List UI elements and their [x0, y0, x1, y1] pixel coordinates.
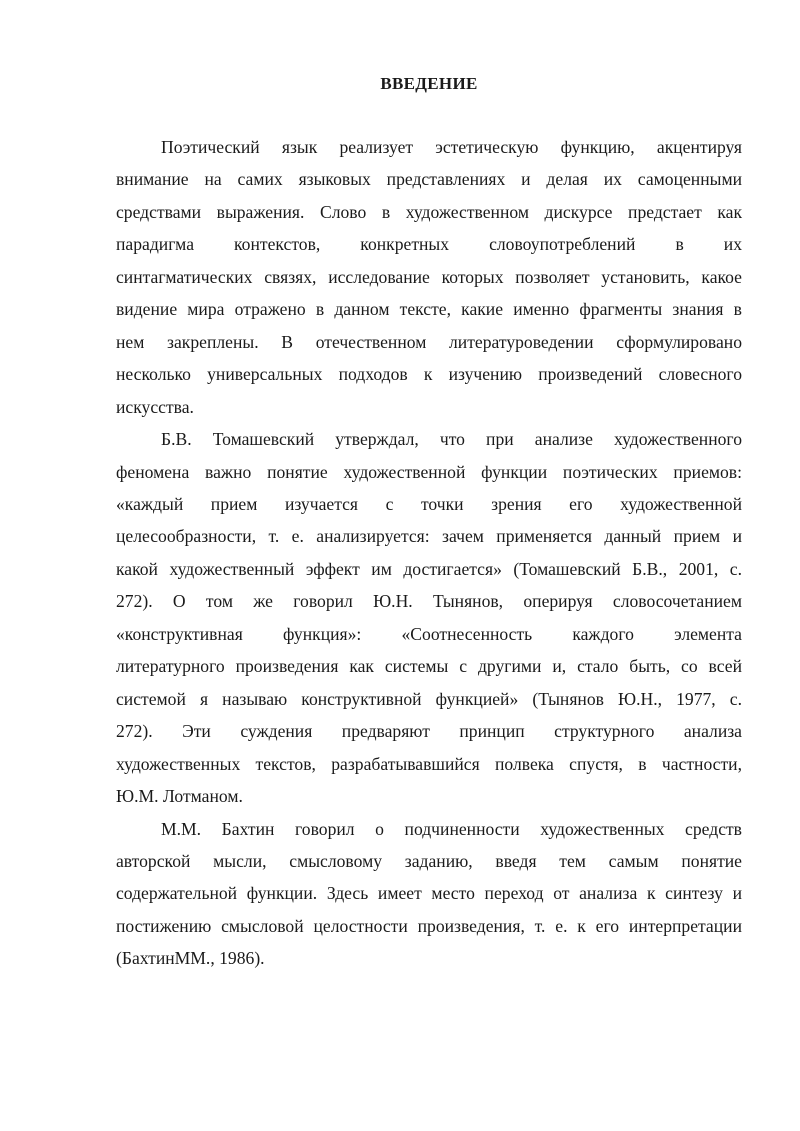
text-line: искусства.: [116, 396, 194, 417]
text-line: Ю.М. Лотманом.: [116, 786, 243, 806]
text-line: художественных текстов, разрабатывавшийся полвека спустя, в частности,: [116, 753, 742, 774]
text-line: целесообразности, т. е. анализируется: зачем применяется данный прием и: [116, 526, 742, 547]
text-line: синтагматических связях, исследование которых позволяет установить, какое: [116, 266, 742, 287]
text-line: «конструктивная функция»: «Соотнесенность каждого элемента: [116, 623, 742, 644]
text-line: (БахтинММ., 1986).: [116, 948, 265, 969]
text-line: М.М. Бахтин говорил о подчиненности художественных средств: [161, 818, 742, 839]
text-line: содержательной функции. Здесь имеет место переход от анализа к синтезу и: [116, 883, 742, 904]
text-line: нем закреплены. В отечественном литературоведении сформулировано: [116, 331, 742, 352]
text-line: Поэтический язык реализует эстетическую функцию, акцентируя: [161, 137, 742, 157]
text-line: парадигма контекстов, конкретных словоупотреблений в их: [116, 234, 742, 255]
text-line: внимание на самих языковых представлениях и делая их самоценными: [116, 169, 742, 190]
text-line: «каждый прием изучается с точки зрения его художественной: [116, 494, 742, 514]
page-title: ВВЕДЕНИЕ: [380, 74, 478, 93]
text-line: феномена важно понятие художественной функции поэтических приемов:: [116, 461, 742, 482]
text-line: 272). Эти суждения предваряют принцип структурного анализа: [116, 721, 742, 742]
text-line: видение мира отражено в данном тексте, какие именно фрагменты знания в: [116, 299, 742, 320]
text-line: Б.В. Томашевский утверждал, что при анализе художественного: [161, 429, 742, 450]
text-line: несколько универсальных подходов к изучению произведений словесного: [116, 364, 742, 385]
text-line: 272). О том же говорил Ю.Н. Тынянов, оперируя словосочетанием: [116, 591, 742, 612]
text-line: авторской мысли, смысловому заданию, введя тем самым понятие: [116, 850, 742, 871]
text-line: литературного произведения как системы с другими и, стало быть, со всей: [116, 656, 742, 677]
text-line: системой я называю конструктивной функцией» (Тынянов Ю.Н., 1977, с.: [116, 688, 742, 709]
text-line: какой художественный эффект им достигается» (Томашевский Б.В., 2001, с.: [116, 558, 742, 579]
text-line: постижению смысловой целостности произведения, т. е. к его интерпретации: [116, 915, 742, 936]
text-line: средствами выражения. Слово в художественном дискурсе предстает как: [116, 201, 742, 222]
